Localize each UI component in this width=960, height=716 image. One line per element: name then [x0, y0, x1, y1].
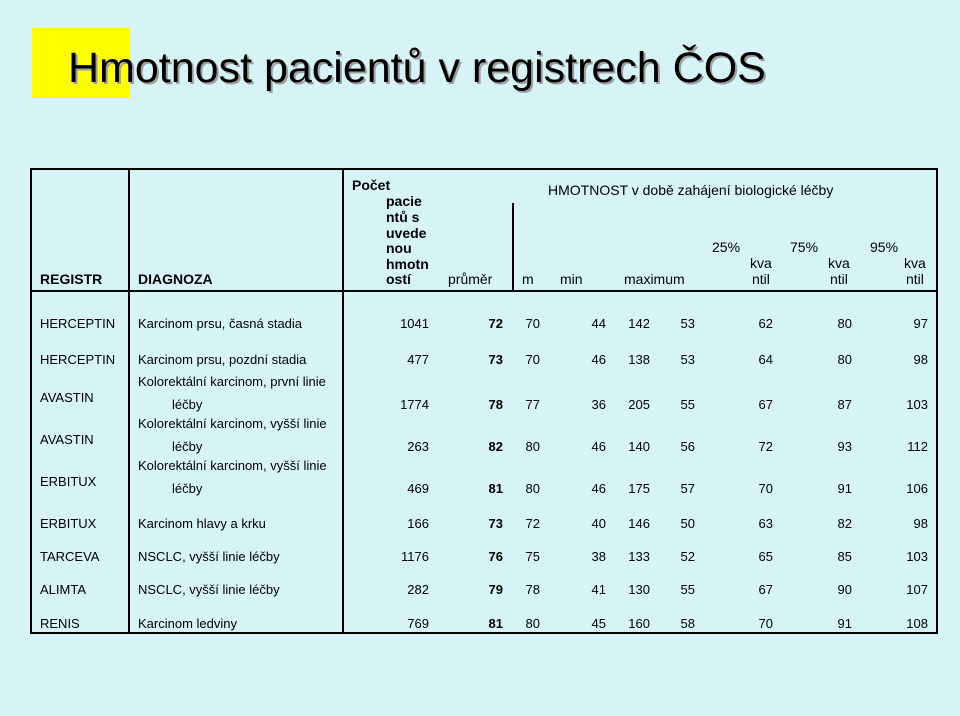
header-q75-kva: kva: [828, 255, 850, 271]
cell-diagnosis: NSCLC, vyšší linie léčby: [138, 549, 280, 564]
cell-p25: 53: [680, 352, 695, 367]
cell-p25: 53: [680, 316, 695, 331]
cell-mean: 82: [488, 439, 503, 454]
cell-p95: 80: [837, 316, 852, 331]
cell-median: 70: [525, 316, 540, 331]
cell-diagnosis-cont: léčby: [172, 439, 203, 454]
header-maximum: maximum: [624, 271, 685, 287]
cell-min: 45: [591, 616, 606, 631]
header-q75-ntil: ntil: [830, 271, 848, 287]
cell-mean: 79: [488, 582, 503, 597]
cell-diagnosis: Karcinom prsu, pozdní stadia: [138, 352, 307, 367]
cell-max: 138: [628, 352, 650, 367]
cell-min: 46: [591, 439, 606, 454]
cell-min: 44: [591, 316, 606, 331]
cell-registr: AVASTIN: [40, 432, 94, 447]
header-q95-kva: kva: [904, 255, 926, 271]
cell-mean: 72: [488, 316, 503, 331]
cell-last: 103: [906, 397, 928, 412]
header-pocet-line: ntů s: [386, 209, 420, 225]
cell-p25: 57: [680, 481, 695, 496]
cell-registr: RENIS: [40, 616, 80, 631]
cell-count: 282: [407, 582, 429, 597]
cell-registr: HERCEPTIN: [40, 316, 116, 331]
cell-last: 98: [913, 516, 928, 531]
header-divider: [32, 290, 936, 292]
cell-registr: AVASTIN: [40, 390, 94, 405]
cell-p75: 62: [758, 316, 773, 331]
cell-p75: 65: [758, 549, 773, 564]
cell-count: 1774: [400, 397, 429, 412]
cell-p75: 70: [758, 616, 773, 631]
cell-registr: TARCEVA: [40, 549, 100, 564]
cell-min: 46: [591, 352, 606, 367]
cell-p75: 70: [758, 481, 773, 496]
cell-median: 75: [525, 549, 540, 564]
cell-last: 106: [906, 481, 928, 496]
header-q25: 25%: [712, 239, 741, 255]
cell-last: 112: [907, 439, 928, 454]
cell-last: 108: [906, 616, 928, 631]
cell-mean: 81: [488, 616, 503, 631]
cell-max: 133: [628, 549, 650, 564]
cell-mean: 78: [488, 397, 503, 412]
cell-p75: 72: [758, 439, 773, 454]
header-pocet-line: hmotn: [386, 256, 429, 272]
cell-p25: 52: [680, 549, 695, 564]
cell-p25: 58: [680, 616, 695, 631]
cell-count: 1041: [400, 316, 429, 331]
cell-diagnosis: Kolorektální karcinom, vyšší linie: [138, 416, 327, 431]
cell-mean: 73: [488, 352, 503, 367]
cell-p25: 55: [680, 397, 695, 412]
header-median: m: [522, 271, 534, 287]
cell-median: 80: [525, 439, 540, 454]
header-diagnoza: DIAGNOZA: [138, 271, 213, 287]
cell-median: 80: [525, 616, 540, 631]
cell-min: 36: [591, 397, 606, 412]
cell-diagnosis: Karcinom ledviny: [138, 616, 237, 631]
cell-diagnosis: Kolorektální karcinom, první linie: [138, 374, 326, 389]
cell-max: 160: [628, 616, 650, 631]
cell-p75: 63: [758, 516, 773, 531]
cell-diagnosis: NSCLC, vyšší linie léčby: [138, 582, 280, 597]
header-q25-ntil: ntil: [752, 271, 770, 287]
cell-registr: ERBITUX: [40, 516, 97, 531]
header-pocet-line: nou: [386, 240, 412, 256]
cell-min: 46: [591, 481, 606, 496]
cell-last: 98: [913, 352, 928, 367]
header-q95-ntil: ntil: [906, 271, 924, 287]
page-title: Hmotnost pacientů v registrech ČOS: [68, 44, 766, 92]
header-min: min: [560, 271, 583, 287]
cell-max: 175: [628, 481, 650, 496]
cell-p75: 67: [758, 397, 773, 412]
cell-count: 469: [407, 481, 429, 496]
cell-mean: 73: [488, 516, 503, 531]
cell-registr: ALIMTA: [40, 582, 86, 597]
cell-p25: 56: [680, 439, 695, 454]
header-registr: REGISTR: [40, 271, 103, 287]
cell-p95: 87: [837, 397, 852, 412]
cell-p95: 80: [837, 352, 852, 367]
cell-p95: 91: [837, 616, 852, 631]
cell-p95: 93: [837, 439, 852, 454]
header-pocet-line: uvede: [386, 225, 427, 241]
cell-diagnosis-cont: léčby: [172, 397, 203, 412]
header-q95: 95%: [870, 239, 899, 255]
column-divider: [128, 170, 130, 632]
cell-last: 103: [906, 549, 928, 564]
cell-p95: 82: [837, 516, 852, 531]
cell-mean: 81: [488, 481, 503, 496]
cell-diagnosis-cont: léčby: [172, 481, 203, 496]
header-pocet-line: pacie: [386, 193, 422, 209]
cell-count: 769: [407, 616, 429, 631]
header-q25-kva: kva: [750, 255, 772, 271]
cell-min: 40: [591, 516, 606, 531]
cell-last: 97: [913, 316, 928, 331]
cell-min: 41: [591, 582, 606, 597]
cell-median: 70: [525, 352, 540, 367]
header-prumer: průměr: [448, 271, 493, 287]
cell-count: 1176: [401, 549, 429, 564]
cell-median: 77: [525, 397, 540, 412]
cell-count: 166: [407, 516, 429, 531]
cell-median: 78: [525, 582, 540, 597]
cell-p75: 64: [758, 352, 773, 367]
header-pocet-line: ostí: [386, 271, 411, 287]
header-q75: 75%: [790, 239, 819, 255]
cell-max: 205: [628, 397, 650, 412]
cell-min: 38: [591, 549, 606, 564]
cell-p95: 85: [837, 549, 852, 564]
cell-diagnosis: Karcinom prsu, časná stadia: [138, 316, 303, 331]
column-divider: [342, 170, 344, 632]
cell-median: 72: [525, 516, 540, 531]
cell-max: 142: [628, 316, 650, 331]
cell-diagnosis: Karcinom hlavy a krku: [138, 516, 266, 531]
column-divider: [512, 203, 514, 290]
cell-p95: 91: [837, 481, 852, 496]
weight-table: [30, 168, 938, 634]
cell-max: 146: [628, 516, 650, 531]
cell-p95: 90: [837, 582, 852, 597]
cell-registr: HERCEPTIN: [40, 352, 116, 367]
cell-mean: 76: [488, 549, 503, 564]
header-group: HMOTNOST v době zahájení biologické léčby: [548, 182, 834, 198]
cell-p75: 67: [758, 582, 773, 597]
cell-p25: 55: [680, 582, 695, 597]
header-pocet-line: Počet: [352, 177, 391, 193]
cell-max: 130: [628, 582, 650, 597]
cell-count: 263: [407, 439, 429, 454]
cell-registr: ERBITUX: [40, 474, 97, 489]
cell-last: 107: [906, 582, 928, 597]
cell-count: 477: [407, 352, 429, 367]
cell-max: 140: [628, 439, 650, 454]
cell-diagnosis: Kolorektální karcinom, vyšší linie: [138, 458, 327, 473]
cell-p25: 50: [680, 516, 695, 531]
cell-median: 80: [525, 481, 540, 496]
